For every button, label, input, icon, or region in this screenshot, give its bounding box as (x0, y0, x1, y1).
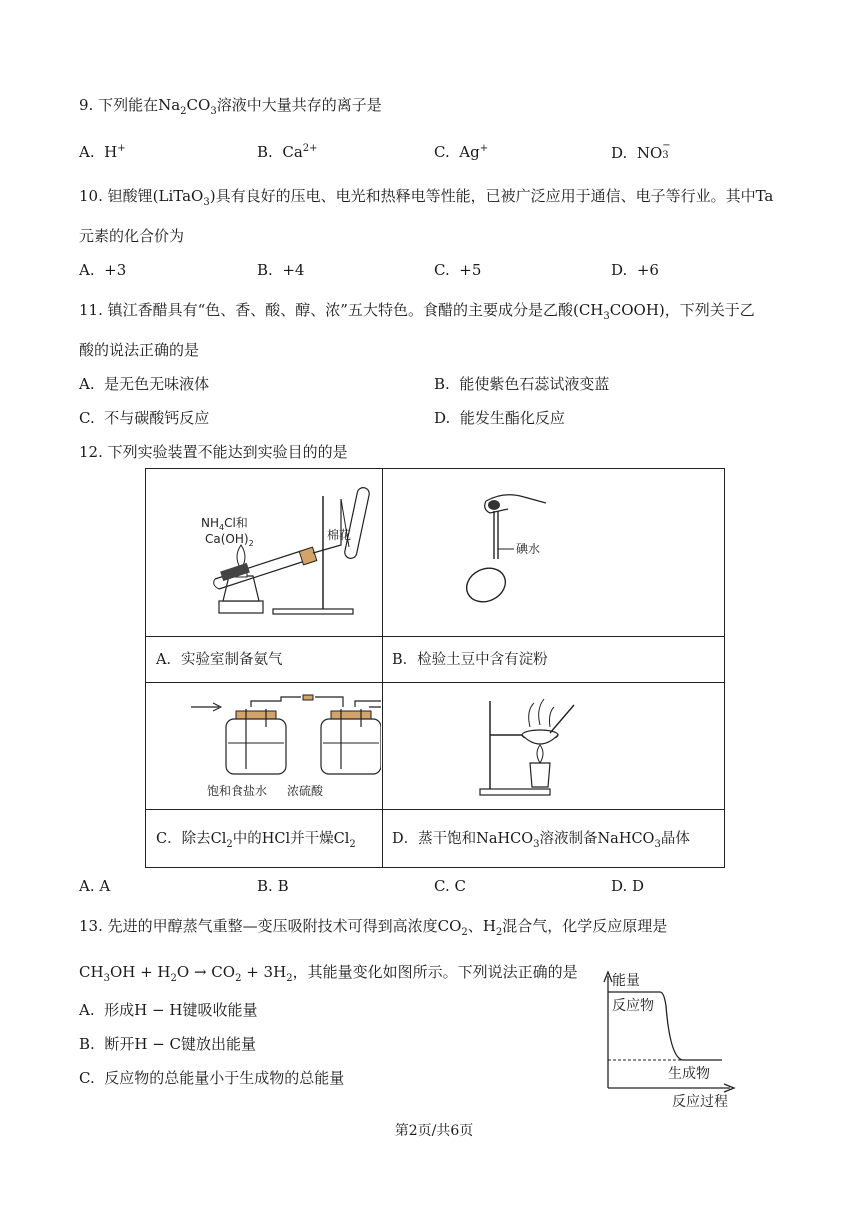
fig-c-label-brine: 饱和食盐水 (207, 784, 268, 798)
q10-stem-line2: 元素的化合价为 (79, 227, 185, 245)
q11-option-b[interactable]: B. 能使紫色石蕊试液变蓝 (434, 375, 610, 393)
table-divider-vertical (382, 469, 383, 867)
fig-a-label-cotton: 棉花 (327, 528, 352, 542)
q12-stem: 12. 下列实验装置不能达到实验目的的是 (79, 443, 348, 461)
q13-option-c[interactable]: C. 反应物的总能量小于生成物的总能量 (79, 1069, 345, 1087)
q12-option-a[interactable]: A. A (79, 877, 111, 895)
figure-b-iodine-test (446, 489, 616, 609)
figure-c-wash-bottles (191, 691, 381, 803)
figure-d-evaporation (466, 691, 616, 803)
fig-b-label-iodine: 碘水 (516, 542, 541, 556)
figure-a-ammonia-apparatus (201, 481, 371, 631)
q9-option-d[interactable]: D. NO − 3 (611, 140, 671, 162)
q13-stem: 13. 先进的甲醇蒸气重整—变压吸附技术可得到高浓度$CO_2$、$H_2$混合气，化学反应原理是 (79, 917, 668, 938)
table-divider-2 (146, 682, 724, 683)
q10-option-d[interactable]: D. +6 (611, 261, 659, 279)
q10-option-b[interactable]: B. +4 (257, 261, 305, 279)
q12-apparatus-table (145, 468, 725, 868)
q12-option-b[interactable]: B. B (257, 877, 289, 895)
q11-option-d[interactable]: D. 能发生酯化反应 (434, 409, 565, 427)
q10-stem-line1: 10. 钽酸锂(LiTaO$_3$)具有良好的压电、电光和热释电等性能，已被广泛应用于通信、电子等行业。其中Ta (79, 187, 774, 208)
caption-b: B．检验土豆中含有淀粉 (392, 652, 548, 668)
q11-option-a[interactable]: A. 是无色无味液体 (79, 375, 210, 393)
q11-stem-line1: 11. 镇江香醋具有“色、香、酸、醇、浓”五大特色。食醋的主要成分是乙酸$(CH_3COOH)$，下列关于乙 (79, 301, 755, 322)
q9-option-a[interactable]: A. H+ (79, 143, 126, 161)
q10-option-a[interactable]: A. +3 (79, 261, 127, 279)
reactant-label: 反应物 (612, 998, 654, 1014)
q13-option-a[interactable]: A. 形成H − H键吸收能量 (79, 1001, 258, 1019)
q11-stem-line2: 酸的说法正确的是 (79, 341, 200, 359)
fig-c-label-sulfuric-acid: 浓硫酸 (287, 784, 324, 798)
table-divider-1 (146, 636, 724, 637)
table-divider-3 (146, 809, 724, 810)
energy-diagram (598, 966, 743, 1110)
q13-equation: $CH_3OH + H_2O \to CO_2 + 3H_2$，其能量变化如图所示。下列说法正确的是 (79, 963, 578, 984)
q9-option-c[interactable]: C. Ag+ (434, 143, 489, 161)
caption-c: C．除去$Cl_2$中的HCl并干燥$Cl_2$ (156, 831, 356, 850)
q12-option-d[interactable]: D. D (611, 877, 645, 895)
page-footer: 第2页/共6页 (394, 1123, 474, 1139)
energy-axis-label: 能量 (612, 973, 640, 989)
fig-a-label-caoh2: $Ca(OH)_2$ (205, 532, 254, 548)
process-axis-label: 反应过程 (672, 1094, 728, 1110)
caption-a: A．实验室制备氨气 (156, 652, 283, 668)
product-label: 生成物 (668, 1066, 710, 1082)
q11-option-c[interactable]: C. 不与碳酸钙反应 (79, 409, 210, 427)
caption-d: D．蒸干饱和NaHCO$_3$溶液制备NaHCO$_3$晶体 (392, 831, 690, 850)
q9-stem: 9. 下列能在$Na_2CO_3$溶液中大量共存的离子是 (79, 96, 382, 117)
q13-option-b[interactable]: B. 断开H − C键放出能量 (79, 1035, 257, 1053)
q9-option-b[interactable]: B. $Ca^{2+}$ (257, 143, 318, 161)
q12-option-c[interactable]: C. C (434, 877, 466, 895)
q10-option-c[interactable]: C. +5 (434, 261, 482, 279)
fig-a-label-nh4cl: $NH_4Cl$和 (201, 516, 248, 532)
